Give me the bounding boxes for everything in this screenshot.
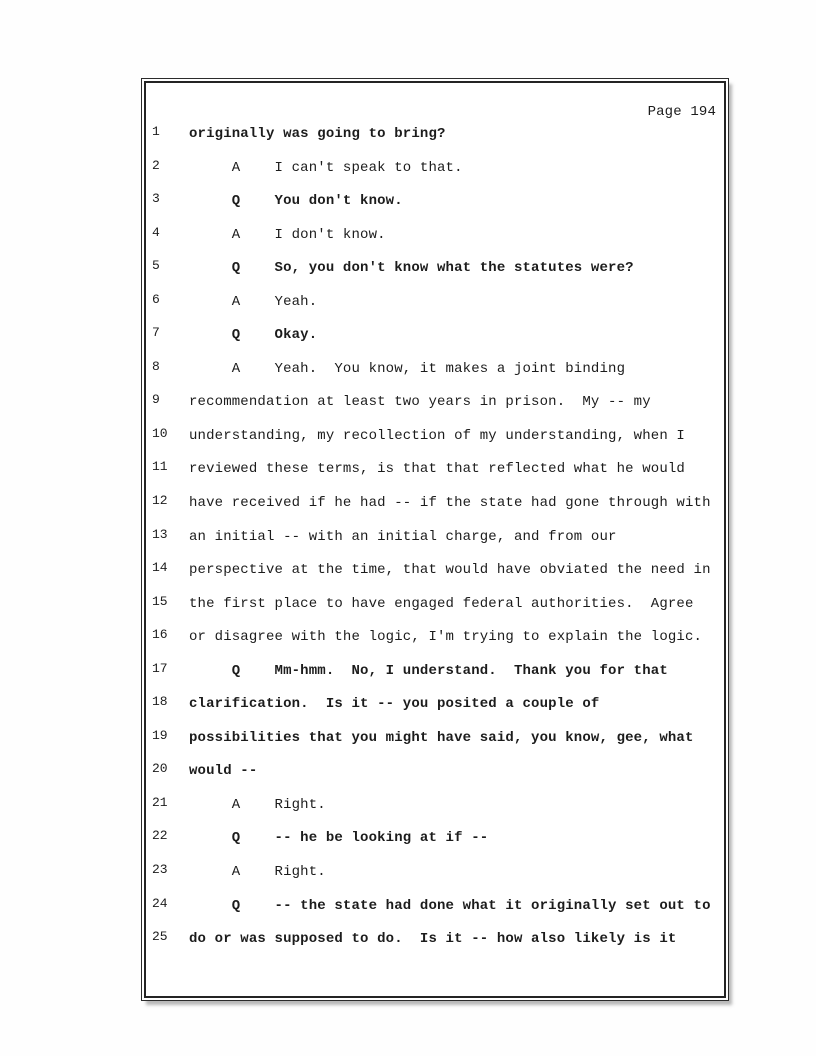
transcript-line	[146, 830, 724, 864]
line-text: A Yeah. You know, it makes a joint binding	[189, 360, 626, 377]
transcript-line	[146, 794, 724, 831]
line-text: A Right.	[189, 864, 326, 881]
line-number: 19	[152, 727, 168, 743]
line-number: 3	[152, 191, 160, 207]
line-number: 20	[152, 761, 168, 777]
line-text: A Right.	[189, 796, 326, 813]
transcript-line	[146, 931, 724, 965]
transcript-line	[146, 660, 724, 697]
line-number: 24	[152, 895, 168, 911]
transcript-line	[146, 562, 724, 596]
line-number: 12	[152, 493, 168, 509]
line-text: perspective at the time, that would have obviated the need in	[189, 562, 711, 579]
line-number: 18	[152, 694, 168, 710]
line-number: 13	[152, 526, 168, 542]
transcript-line	[146, 224, 724, 261]
line-text: clarification. Is it -- you posited a couple of	[189, 696, 600, 713]
transcript-line	[146, 727, 724, 764]
line-text: A Yeah.	[189, 293, 318, 310]
line-number: 5	[152, 258, 160, 274]
transcript-line	[146, 327, 724, 361]
transcript-line	[146, 495, 724, 529]
line-text: Q Mm-hmm. No, I understand. Thank you for that	[189, 662, 668, 679]
transcript-line	[146, 291, 724, 328]
line-number: 7	[152, 325, 160, 341]
line-number: 25	[152, 929, 168, 945]
transcript-sheet	[144, 81, 726, 998]
line-number: 9	[152, 392, 160, 408]
transcript-lines	[146, 126, 724, 965]
transcript-line	[146, 260, 724, 294]
line-number: 22	[152, 828, 168, 844]
line-number: 6	[152, 291, 160, 307]
line-text: originally was going to bring?	[189, 126, 446, 142]
line-text: do or was supposed to do. Is it -- how also likely is it	[189, 931, 677, 948]
line-text: Q -- the state had done what it originally set out to	[189, 897, 711, 914]
line-number: 4	[152, 224, 160, 240]
transcript-line	[146, 157, 724, 194]
line-text: Q Okay.	[189, 327, 318, 344]
transcript-border-frame	[141, 78, 729, 1001]
line-number: 23	[152, 862, 168, 878]
line-text: or disagree with the logic, I'm trying to explain the logic.	[189, 629, 703, 646]
line-text: an initial -- with an initial charge, and from our	[189, 528, 617, 545]
line-number: 8	[152, 358, 160, 374]
line-text: recommendation at least two years in prison. My -- my	[189, 394, 651, 411]
line-text: would --	[189, 763, 258, 780]
transcript-line	[146, 461, 724, 495]
line-text: possibilities that you might have said, you know, gee, what	[189, 729, 694, 746]
line-text: understanding, my recollection of my understanding, when I	[189, 427, 685, 444]
line-text: A I can't speak to that.	[189, 159, 463, 176]
line-text: A I don't know.	[189, 226, 386, 243]
transcript-line	[146, 526, 724, 563]
line-text: the first place to have engaged federal authorities. Agree	[189, 595, 694, 612]
line-number: 17	[152, 660, 168, 676]
line-number: 16	[152, 627, 168, 643]
line-number: 14	[152, 560, 168, 576]
transcript-line	[146, 358, 724, 395]
transcript-line	[146, 763, 724, 797]
line-number: 21	[152, 794, 168, 810]
line-text: reviewed these terms, is that that reflected what he would	[189, 461, 685, 478]
transcript-line	[146, 126, 724, 160]
line-number: 2	[152, 157, 160, 173]
transcript-line	[146, 394, 724, 428]
transcript-line	[146, 193, 724, 227]
line-number: 11	[152, 459, 168, 475]
transcript-line	[146, 425, 724, 462]
page-number-label: Page 194	[647, 104, 716, 120]
transcript-line	[146, 864, 724, 898]
line-text: have received if he had -- if the state had gone through with	[189, 495, 711, 512]
line-number: 10	[152, 425, 168, 441]
line-text: Q You don't know.	[189, 193, 403, 210]
line-number: 15	[152, 593, 168, 609]
line-number: 1	[152, 124, 160, 139]
line-text: Q So, you don't know what the statutes were?	[189, 260, 634, 277]
transcript-line	[146, 895, 724, 932]
line-text: Q -- he be looking at if --	[189, 830, 489, 847]
transcript-line	[146, 593, 724, 630]
transcript-line	[146, 629, 724, 663]
transcript-line	[146, 696, 724, 730]
